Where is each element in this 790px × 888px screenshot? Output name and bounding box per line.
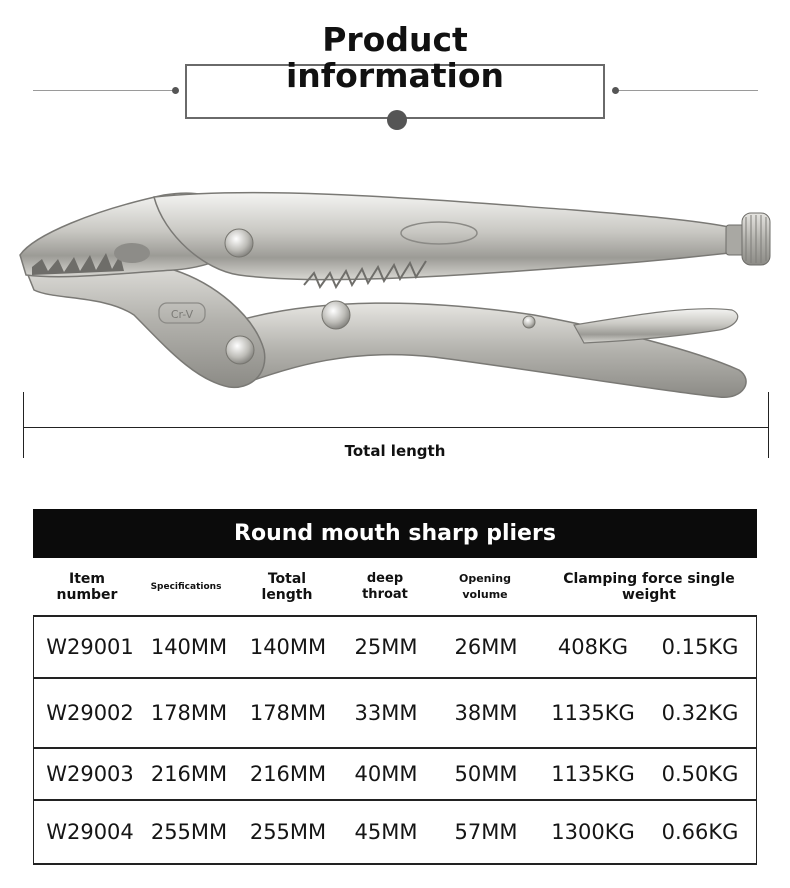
table-header-row <box>33 558 757 615</box>
cell-item-number: W29001 <box>46 635 134 659</box>
page-title-line1: Product <box>322 20 468 59</box>
table-row <box>33 617 757 679</box>
cell-clamping-force: 1135KG <box>551 701 635 725</box>
cell-item-number: W29004 <box>46 820 134 844</box>
col-total-length-label: Total length <box>261 570 313 603</box>
col-clamping-force-weight <box>541 558 757 615</box>
cr-v-mark: Cr-V <box>170 308 194 321</box>
col-total-length <box>241 558 333 615</box>
cell-specifications: 255MM <box>150 820 228 844</box>
header-dot-bottom <box>387 110 407 130</box>
col-item-number-label: Item number <box>56 570 118 603</box>
cell-weight: 0.15KG <box>661 635 739 659</box>
col-item-number <box>33 558 141 615</box>
cell-opening-volume: 26MM <box>454 635 518 659</box>
cell-specifications: 178MM <box>150 701 228 725</box>
header-divider-right <box>618 90 758 91</box>
cell-weight: 0.66KG <box>661 820 739 844</box>
cell-opening-volume: 57MM <box>454 820 518 844</box>
cell-weight: 0.32KG <box>661 701 739 725</box>
cell-total-length: 140MM <box>249 635 327 659</box>
cell-deep-throat: 25MM <box>354 635 418 659</box>
cell-opening-volume: 50MM <box>454 762 518 786</box>
cell-clamping-force: 1135KG <box>551 762 635 786</box>
header-divider-left <box>33 90 175 91</box>
cell-deep-throat: 33MM <box>354 701 418 725</box>
cell-total-length: 216MM <box>249 762 327 786</box>
table-row <box>33 801 757 865</box>
col-deep-throat <box>341 558 429 615</box>
cell-opening-volume: 38MM <box>454 701 518 725</box>
table-body <box>33 615 757 865</box>
page-title-line2: information <box>285 56 504 95</box>
cell-item-number: W29002 <box>46 701 134 725</box>
cell-specifications: 140MM <box>150 635 228 659</box>
dimension-line <box>23 427 769 428</box>
table-row <box>33 679 757 749</box>
spec-table <box>33 509 757 865</box>
col-clamping-force-weight-label: Clamping force single weight <box>563 570 735 603</box>
cell-specifications: 216MM <box>150 762 228 786</box>
table-row <box>33 749 757 801</box>
table-title: Round mouth sharp pliers <box>33 509 757 558</box>
col-specifications <box>145 558 227 615</box>
col-opening-volume <box>439 558 531 615</box>
cell-deep-throat: 45MM <box>354 820 418 844</box>
col-deep-throat-label: deep throat <box>362 570 408 602</box>
product-information-header <box>0 0 790 140</box>
cell-clamping-force: 408KG <box>557 635 629 659</box>
page-title <box>185 22 605 94</box>
total-length-dimension <box>0 390 790 470</box>
locking-pliers-image <box>14 175 774 415</box>
col-opening-volume-label: Opening volume <box>459 571 511 601</box>
cell-total-length: 178MM <box>249 701 327 725</box>
cell-weight: 0.50KG <box>661 762 739 786</box>
cell-total-length: 255MM <box>249 820 327 844</box>
header-dot-left <box>172 87 179 94</box>
cell-deep-throat: 40MM <box>354 762 418 786</box>
total-length-label: Total length <box>344 442 446 460</box>
col-specifications-label: Specifications <box>150 581 222 592</box>
cell-item-number: W29003 <box>46 762 134 786</box>
header-dot-right <box>612 87 619 94</box>
cell-clamping-force: 1300KG <box>551 820 635 844</box>
